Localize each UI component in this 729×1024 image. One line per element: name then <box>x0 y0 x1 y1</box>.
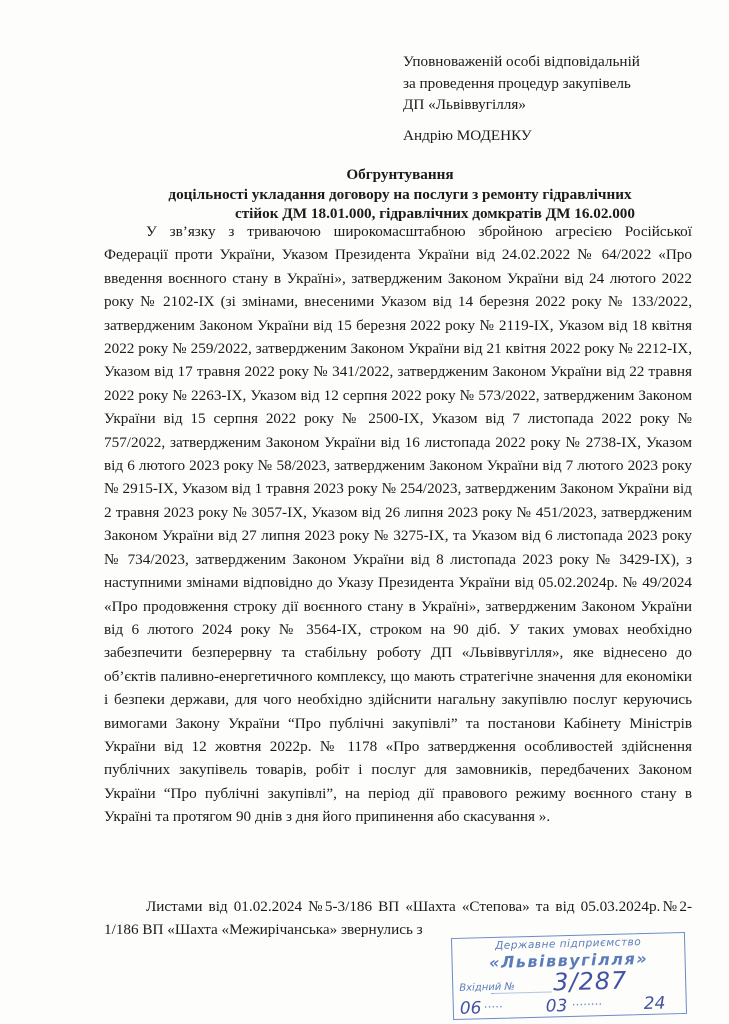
stamp-date-month: 03 <box>545 996 568 1017</box>
body-paragraph-1: У зв’язку з триваючою широкомасштабною збройною агресією Російської Федерації проти України, Указом Президента України від 24.02.2022 № 64/2022 «Про введення воєнного стану в Україні», затвердженим Законом України від 24 лютого 2022 року № 2102-IX (зі змінами, внесеними Указом від 14 березня 2022 року № 133/2022, затвердженим Законом України від 15 березня 2022 року № 2119-IX, Указом від 18 квітня 2022 року № 259/2022, затвердженим Законом України від 21 квітня 2022 року № 2212-IX, Указом від 17 травня 2022 року № 341/2022, затвердженим Законом України від 22 травня 2022 року № 2263-IX, Указом від 12 серпня 2022 року № 573/2022, затвердженим Законом України від 15 серпня 2022 року № 2500-IX, Указом від 7 листопада 2022 року № 757/2022, затвердженим Законом України від 16 листопада 2022 року № 2738-IX, Указом від 6 лютого 2023 року № 58/2023, затвердженим Законом України від 7 лютого 2023 року № 2915-IX, Указом від 1 травня 2023 року № 254/2023, затвердженим Законом України від 2 травня 2023 року № 3057-IX, Указом від 26 липня 2023 року № 451/2023, затвердженим Законом України від 27 липня 2023 року № 3275-IX, та Указом від 6 листопада 2023 року № 734/2023, затвердженим Законом України від 8 листопада 2023 року № 3429-IX), з наступними змінами відповідно до Указу Президента України від 05.02.2024р. № 49/2024 «Про продовження строку дії воєнного стану в Україні», затвердженим Законом України від 6 лютого 2024 року № 3564-IX, строком на 90 діб. У таких умовах необхідно забезпечити безперервну та стабільну роботу ДП «Львіввугілля», яке віднесено до об’єктів паливно-енергетичного комплексу, що мають стратегічне значення для економіки і безпеки держави, для чого необхідно здійснити нагальну закупівлю послуг керуючись вимогами Закону України “Про публічні закупівлі” та постанови Кабінету Міністрів України від 12 жовтня 2022р. № 1178 «Про затвердження особливостей здійснення публічних закупівель товарів, робіт і послуг для замовників, передбачених Законом України “Про публічні закупівлі”, на період дії правового режиму воєнного стану в Україні та протягом 90 днів з дня його припинення або скасування ». <box>104 223 692 826</box>
document-title <box>100 165 700 224</box>
stamp-org-line: Державне підприємство <box>494 936 642 952</box>
title-heading: Обгрунтування <box>346 166 454 183</box>
addressee-line-2: за проведення процедур закупівель <box>403 74 631 92</box>
addressee-block <box>403 51 713 116</box>
body-paragraph-2: Листами від 01.02.2024 №5-3/186 ВП «Шахта «Степова» та від 05.03.2024р.№2-1/186 ВП «Шахта «Межирічанська» звернулись з <box>104 898 692 939</box>
addressee-line-3: ДП «Львіввугілля» <box>403 96 526 113</box>
stamp-org-name: «Львіввугілля» <box>488 948 649 973</box>
title-line-2: стійок ДМ 18.01.000, гідравлічних домкратів ДМ 16.02.000 <box>234 205 635 222</box>
recipient-name: Андрію МОДЕНКУ <box>403 127 532 144</box>
addressee-line-1: Уповноваженій особі відповідальній <box>403 53 640 70</box>
incoming-registration-stamp <box>451 932 687 1020</box>
stamp-date-separator: ········ <box>571 997 603 1012</box>
stamp-date-separator: ····· <box>483 999 504 1015</box>
title-line-1: доцільності укладання договору на послуги з ремонту гідравлічних <box>168 185 632 203</box>
stamp-date-day: 06 <box>459 998 482 1019</box>
stamp-label: Вхідний № <box>459 981 516 994</box>
stamp-date-year: 24 <box>643 993 666 1015</box>
stamp-number: 3/287 <box>552 966 628 997</box>
stamp-number-underline <box>491 991 551 994</box>
